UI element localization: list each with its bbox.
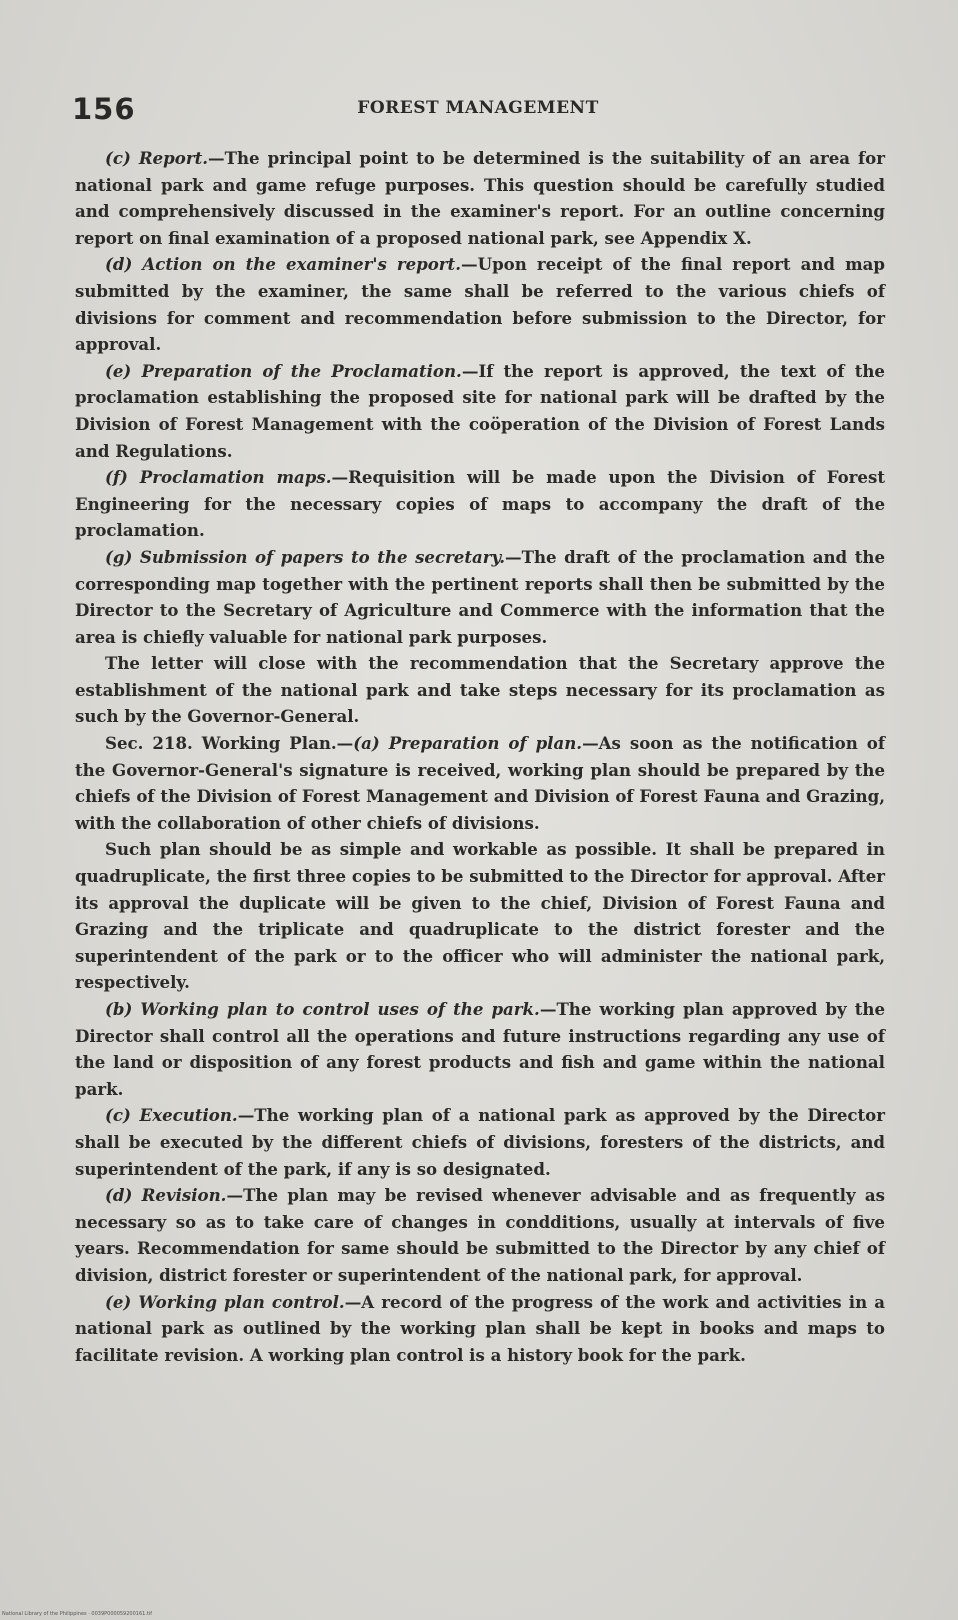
paragraph: (g) Submission of papers to the secretary.—The draft of the proclamation and the corresponding map together with the pertinent reports shall then be submitted by the Director to the Secretary of Agriculture and Commerce with the information that the area is chiefly valuable for national park purposes. (75, 546, 885, 647)
paragraph-label: (e) Preparation of the Proclamation. (105, 360, 462, 381)
paragraph-label: (c) Report. (105, 148, 209, 168)
paragraph-text: The working plan of a national park as approved by the Director shall be executed by the different chiefs of divisions, foresters of the districts, and superintendent of the park, if any is so designated. (75, 1105, 885, 1179)
paragraph-label: (d) Action on the examiner's report. (105, 254, 461, 275)
paragraph-text: Requisition will be made upon the Division of Forest Engineering for the necessary copies of maps to accompany the draft of the proclamation. (75, 467, 885, 541)
paragraph-label: (g) Submission of papers to the secretary. (105, 546, 506, 567)
paragraph: (b) Working plan to control uses of the park.—The working plan approved by the Director shall control all the operations and future instructions regarding any use of the land or disposition of any forest products and fish and game within the national park. (75, 999, 885, 1099)
scan-credit: National Library of the Philippines · 0039P000059200161.tif (2, 1611, 153, 1617)
paragraph (75, 650, 885, 730)
paragraph: (e) Preparation of the Proclamation.—If the report is approved, the text of the proclamation establishing the proposed site for national park will be drafted by the Division of Forest Management with the coöperation of the Division of Forest Lands and Regulations. (75, 360, 885, 461)
paragraph-text: The draft of the proclamation and the corresponding map together with the pertinent reports shall then be submitted by the Director to the Secretary of Agriculture and Commerce with the information that the area is chiefly valuable for national park purposes. (75, 546, 885, 647)
paragraph (75, 836, 885, 996)
paragraph-text: The working plan approved by the Director shall control all the operations and future instructions regarding any use of the land or disposition of any forest products and fish and game within the national park. (75, 999, 885, 1099)
paragraph: (c) Execution.—The working plan of a national park as approved by the Director shall be executed by the different chiefs of divisions, foresters of the districts, and superintendent of the park, if any is so designated. (75, 1105, 885, 1179)
section-218: Sec. 218. Working Plan.—(a) Preparation of plan.—As soon as the notification of the Governor-General's signature is received, working plan should be prepared by the chiefs of the Division of Forest Management and Division of Forest Fauna and Grazing, with the collaboration of other chiefs of divisions. (75, 733, 885, 833)
paragraph-text: Such plan should be as simple and workable as possible. It shall be prepared in quadruplicate, the first three copies to be submitted to the Director for approval. After its approval the duplicate will be given to the chief, Division of Forest Fauna and Grazing and the triplicate and quadruplicate to the district forester and the superintendent of the park or to the officer who will administer the national park, respectively. (75, 839, 885, 993)
paragraph: (e) Working plan control.—A record of the progress of the work and activities in a national park as outlined by the working plan shall be kept in books and maps to facilitate revision. A working plan control is a history book for the park. (75, 1291, 885, 1365)
paragraph-text: If the report is approved, the text of the proclamation establishing the proposed site for national park will be drafted by the Division of Forest Management with the coöperation of the Division of Forest Lands and Regulations. (75, 360, 885, 461)
paragraph-label: (f) Proclamation maps. (105, 467, 332, 488)
paragraph-label: (b) Working plan to control uses of the park. (105, 999, 540, 1019)
page-header (72, 92, 884, 128)
paragraph-label: (a) Preparation of plan. (353, 733, 583, 754)
paragraph: (d) Revision.—The plan may be revised whenever advisable and as frequently as necessary so as to take care of changes in condditions, usually at intervals of five years. Recommendation for same should be submitted to the Director by any chief of division, district forester or superintendent of the national park, for approval. (75, 1185, 885, 1285)
paragraph: (f) Proclamation maps.—Requisition will be made upon the Division of Forest Engineering for the necessary copies of maps to accompany the draft of the proclamation. (75, 467, 885, 541)
body-text (75, 145, 885, 1368)
paragraph: (c) Report.—The principal point to be determined is the suitability of an area for national park and game refuge purposes. This question should be carefully studied and comprehensively discussed in the examiner's report. For an outline concerning report on final examination of a proposed national park, see Appendix X. (75, 148, 885, 248)
paragraph-text: The plan may be revised whenever advisable and as frequently as necessary so as to take care of changes in condditions, usually at intervals of five years. Recommendation for same should be submitted to the Director by any chief of division, district forester or superintendent of the national park, for approval. (75, 1185, 885, 1285)
paragraph-label: (e) Working plan control. (105, 1291, 345, 1312)
paragraph-text: Upon receipt of the final report and map submitted by the examiner, the same shall be referred to the various chiefs of divisions for comment and recommendation before submission to the Director, for approval. (75, 254, 885, 355)
paragraph-label: (c) Execution. (105, 1105, 238, 1126)
paragraph-label: (d) Revision. (105, 1185, 227, 1206)
paragraph-text: As soon as the notification of the Governor-General's signature is received, working plan should be prepared by the chiefs of the Division of Forest Management and Division of Forest Fauna and Grazing, with the collaboration of other chiefs of divisions. (75, 733, 885, 833)
paragraph-text: The principal point to be determined is the suitability of an area for national park and game refuge purposes. This question should be carefully studied and comprehensively discussed in the examiner's report. For an outline concerning report on final examination of a proposed national park, see Appendix X. (75, 148, 885, 248)
paragraph: (d) Action on the examiner's report.—Upon receipt of the final report and map submitted by the examiner, the same shall be referred to the various chiefs of divisions for comment and recommendation before submission to the Director, for approval. (75, 254, 885, 355)
section-heading: Sec. 218. Working Plan.— (105, 733, 354, 754)
running-head: FOREST MANAGEMENT (357, 98, 599, 118)
paragraph-text: A record of the progress of the work and activities in a national park as outlined by the working plan shall be kept in books and maps to facilitate revision. A working plan control is a history book for the park. (75, 1291, 885, 1365)
paragraph-text: The letter will close with the recommendation that the Secretary approve the establishment of the national park and take steps necessary for its proclamation as such by the Governor-General. (75, 653, 885, 727)
page-number: 156 (72, 92, 136, 126)
